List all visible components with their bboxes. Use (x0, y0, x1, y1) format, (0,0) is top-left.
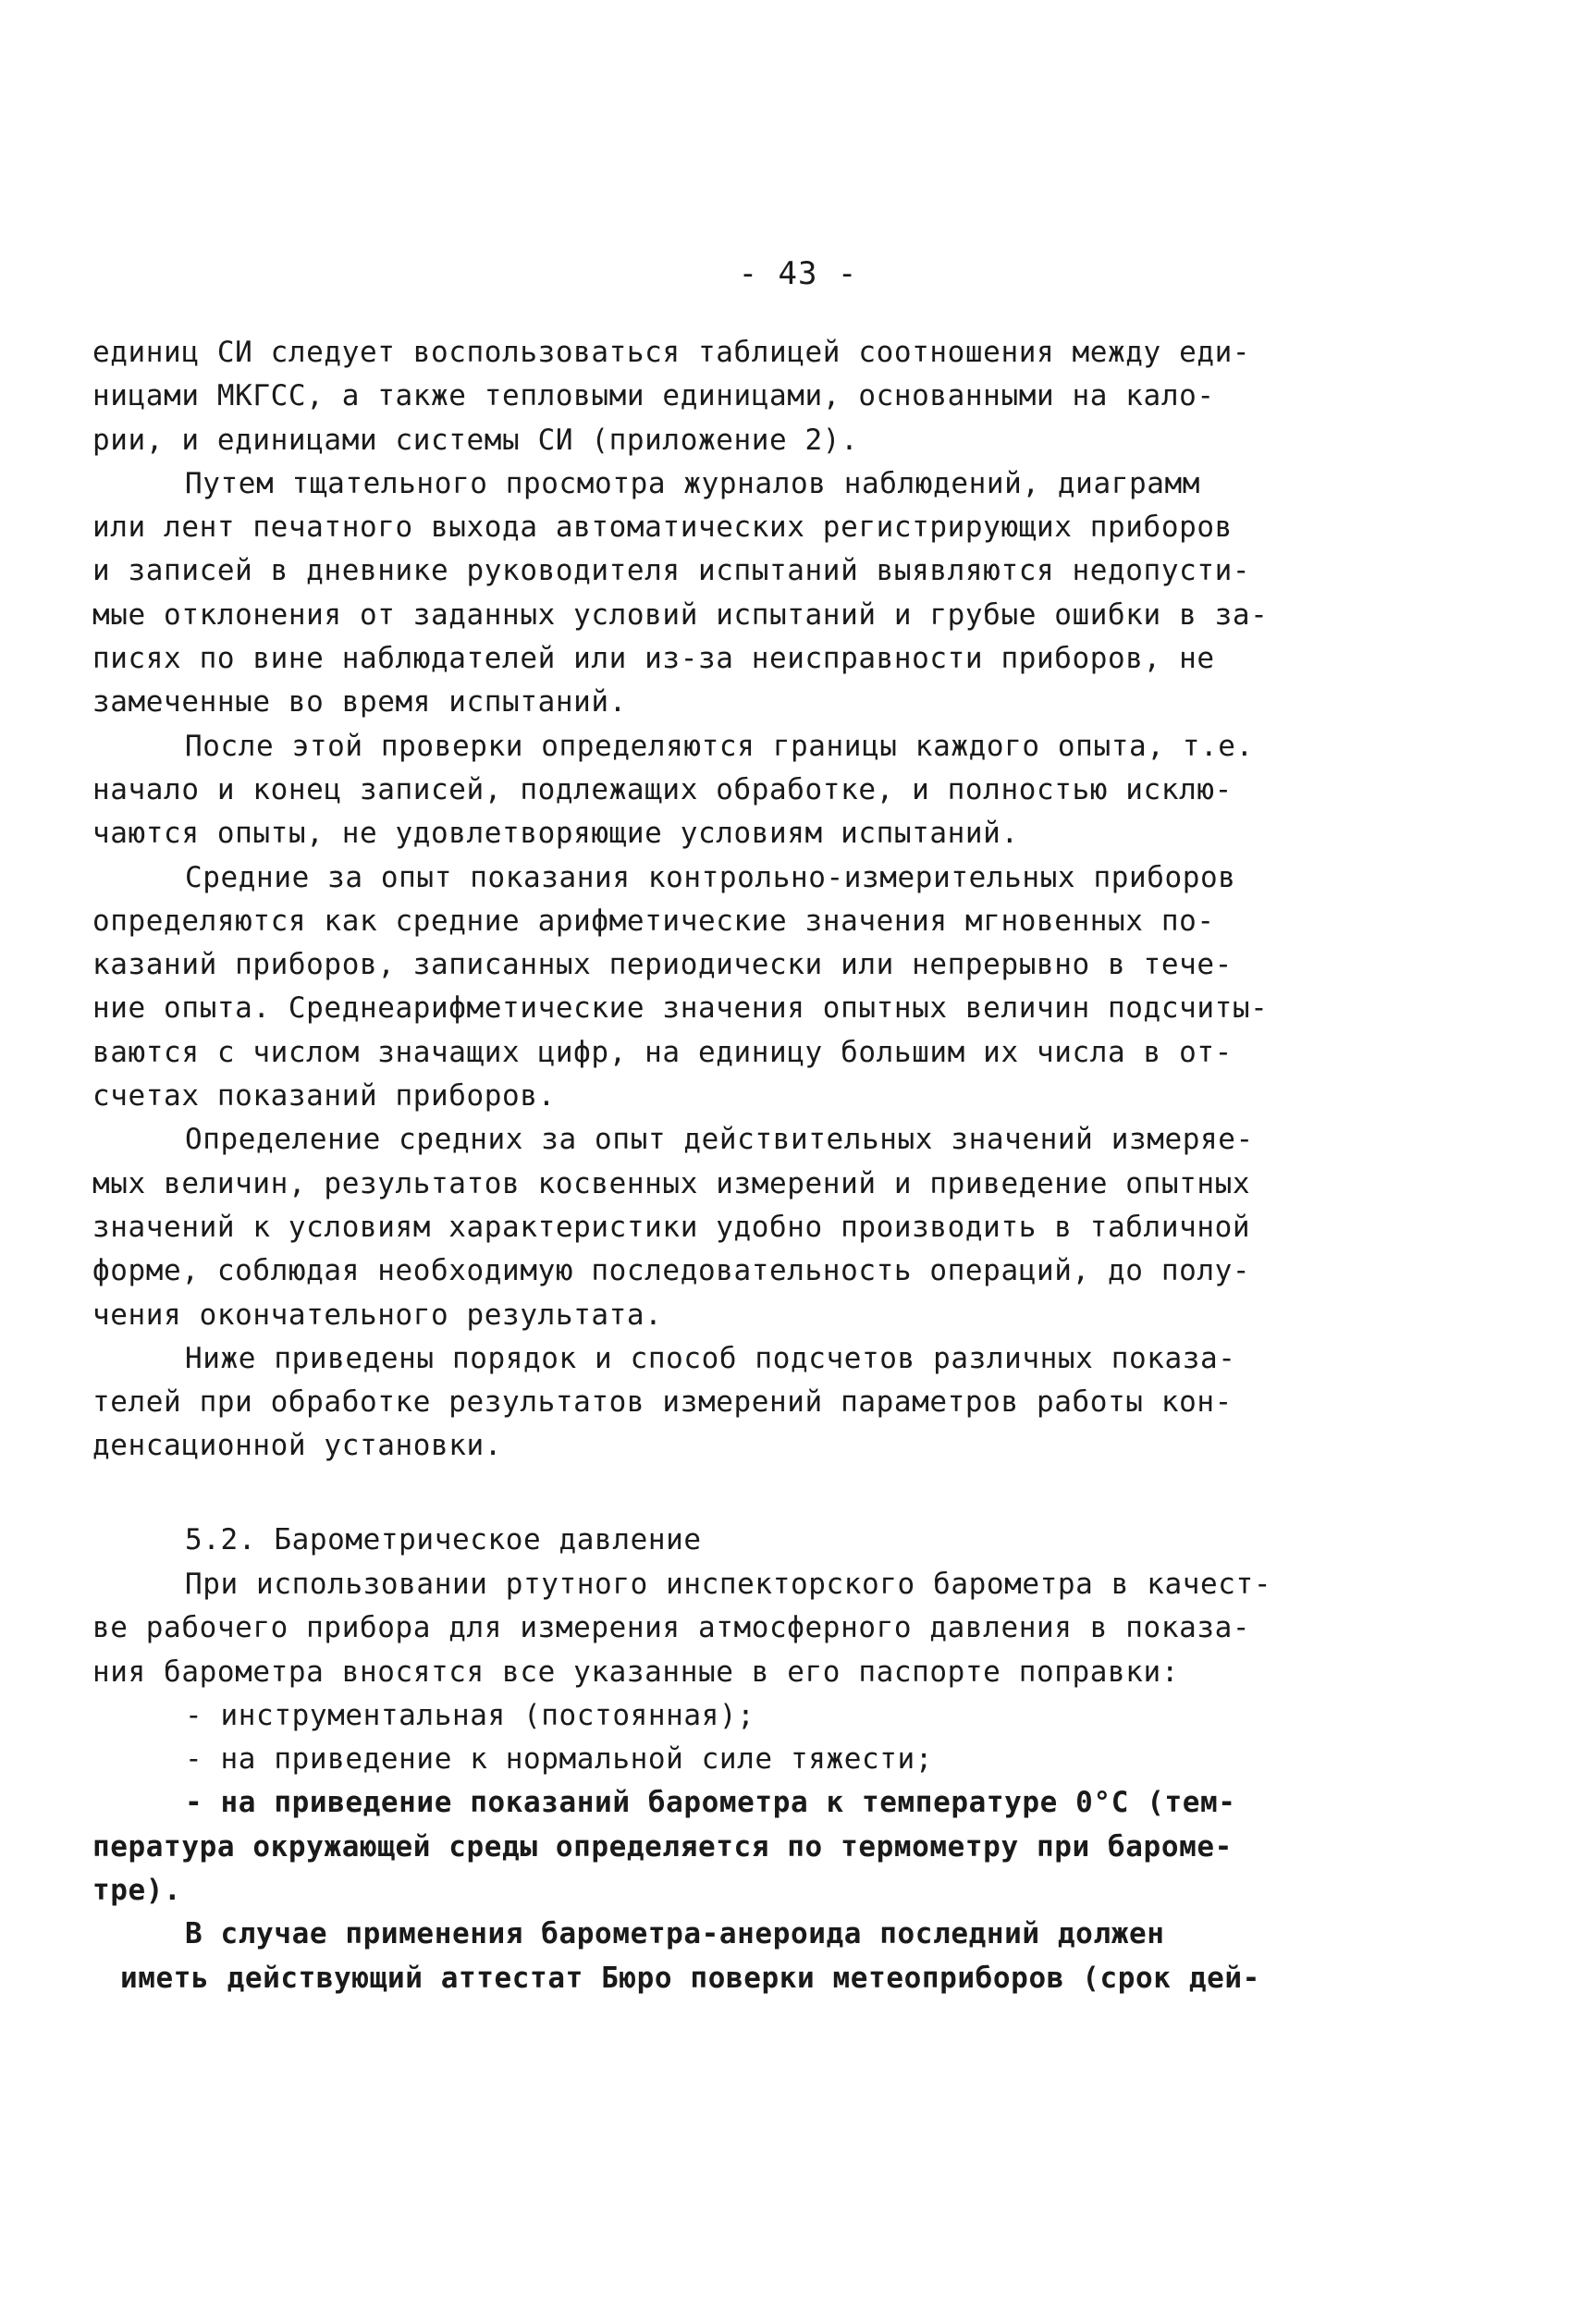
paragraph-line: единиц СИ следует воспользоваться таблицей соотношения между еди- (92, 336, 1251, 369)
paragraph-line: пература окружающей среды определяется по термометру при бароме- (92, 1829, 1233, 1864)
paragraph-line: ваются с числом значащих цифр, на единицу большим их числа в от- (92, 1035, 1233, 1069)
list-item: - на приведение показаний барометра к температуре 0°С (тем- (185, 1786, 1236, 1820)
paragraph-line: начало и конец записей, подлежащих обработке, и полностью исклю- (92, 772, 1233, 806)
paragraph-line: или лент печатного выхода автоматических регистрирующих приборов (92, 511, 1233, 545)
paragraph-line: денсационной установки. (92, 1429, 503, 1463)
paragraph-line: значений к условиям характеристики удобно производить в табличной (92, 1210, 1251, 1244)
paragraph-line: ве рабочего прибора для измерения атмосферного давления в показа- (92, 1611, 1251, 1645)
paragraph-line: и записей в дневнике руководителя испытаний выявляются недопусти- (92, 554, 1251, 588)
paragraph-line: рии, и единицами системы СИ (приложение 2). (92, 423, 859, 457)
paragraph-line: Путем тщательного просмотра журналов наблюдений, диаграмм (185, 466, 1201, 500)
paragraph-line: ницами МКГСС, а также тепловыми единицами, основанными на кало- (92, 379, 1215, 413)
page-number: - 43 - (738, 255, 858, 292)
section-heading-block (92, 1519, 1322, 1562)
paragraph-line: телей при обработке результатов измерений параметров работы кон- (92, 1385, 1233, 1420)
paragraph-line: мые отклонения от заданных условий испытаний и грубые ошибки в за- (92, 597, 1269, 632)
paragraph-line: определяются как средние арифметические значения мгновенных по- (92, 904, 1215, 938)
paragraph-line: В случае применения барометра-анероида последний должен (185, 1917, 1165, 1951)
body-text (92, 331, 1322, 1469)
paragraph-line: Определение средних за опыт действительных значений измеряе- (185, 1123, 1254, 1157)
paragraph-line: иметь действующий аттестат Бюро поверки метеоприборов (срок дей- (120, 1961, 1260, 1995)
paragraph-line: форме, соблюдая необходимую последовательность операций, до полу- (92, 1254, 1251, 1288)
paragraph-line: чаются опыты, не удовлетворяющие условиям испытаний. (92, 817, 1019, 851)
paragraph-line: казаний приборов, записанных периодически или непрерывно в тече- (92, 948, 1233, 982)
section-heading: 5.2. Барометрическое давление (185, 1523, 702, 1556)
paragraph-line: мых величин, результатов косвенных измерений и приведение опытных (92, 1166, 1251, 1200)
paragraph-line: замеченные во время испытаний. (92, 685, 627, 720)
paragraph-line: Ниже приведены порядок и способ подсчетов различных показа- (185, 1341, 1236, 1375)
list-item: - инструментальная (постоянная); (185, 1698, 755, 1732)
paragraph-line: счетах показаний приборов. (92, 1079, 556, 1113)
paragraph-line: Средние за опыт показания контрольно-измерительных приборов (185, 860, 1236, 894)
paragraph-line: После этой проверки определяются границы каждого опыта, т.е. (185, 729, 1254, 763)
paragraph-line: чения окончательного результата. (92, 1298, 663, 1332)
paragraph-line: При использовании ртутного инспекторского барометра в качест- (185, 1568, 1272, 1601)
paragraph-line: писях по вине наблюдателей или из-за неисправности приборов, не (92, 642, 1215, 676)
paragraph-line: тре). (92, 1874, 182, 1908)
list-item: - на приведение к нормальной силе тяжести; (185, 1742, 934, 1777)
paragraph-line: ния барометра вносятся все указанные в его паспорте поправки: (92, 1655, 1180, 1689)
paragraph-line: ние опыта. Среднеарифметические значения опытных величин подсчиты- (92, 991, 1269, 1026)
section-body-text (92, 1563, 1322, 2000)
